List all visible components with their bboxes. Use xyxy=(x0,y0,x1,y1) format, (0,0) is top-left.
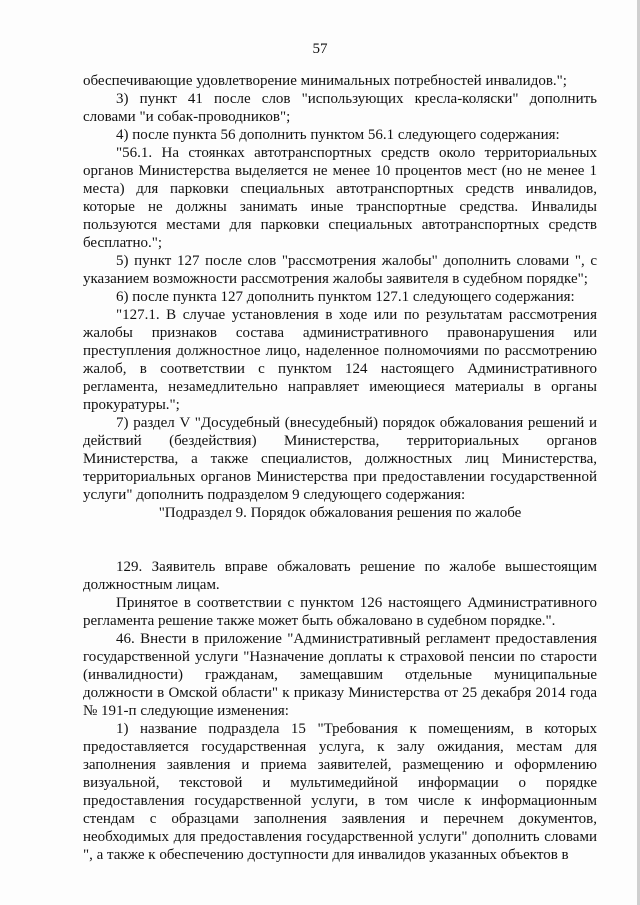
page-number: 57 xyxy=(312,41,328,57)
paragraph-item-7: 7) раздел V "Досудебный (внесудебный) порядок обжалования решений и действий (бездействия) Министерства, территориальных органов Министерства, а также специалистов, должностных лиц Министерства, территориальных органов Министерства при предоставлении государственной услуги" дополнить подразделом 9 следующего содержания: xyxy=(83,415,597,503)
subsection-heading: "Подраздел 9. Порядок обжалования решения по жалобе xyxy=(158,505,522,521)
paragraph-item-4: 4) после пункта 56 дополнить пунктом 56.1 следующего содержания: xyxy=(116,127,560,143)
blank-gap xyxy=(83,522,597,540)
paragraph-56-1: "56.1. На стоянках автотранспортных средств около территориальных органов Министерства выделяется не менее 10 процентов мест (но не менее 1 места) для парковки специальных автотранспортных средств инвалидов, которые не должны занимать иные транспортные средства. Инвалиды пользуются местами для парковки специальных автотранспортных средств бесплатно."; xyxy=(83,145,597,251)
paragraph-item-6: 6) после пункта 127 дополнить пунктом 127.1 следующего содержания: xyxy=(116,289,575,305)
paragraph-item-3: 3) пункт 41 после слов "использующих кресла-коляски" дополнить словами "и собак-проводников"; xyxy=(83,91,597,125)
paragraph-item-5: 5) пункт 127 после слов "рассмотрения жалобы" дополнить словами ", с указанием возможности рассмотрения жалобы заявителя в судебном порядке"; xyxy=(83,253,597,287)
paragraph-129: 129. Заявитель вправе обжаловать решение по жалобе вышестоящим должностным лицам. xyxy=(83,559,597,593)
blank-gap xyxy=(83,540,597,558)
paragraph-127-1: "127.1. В случае установления в ходе или по результатам рассмотрения жалобы признаков состава административного правонарушения или преступления должностное лицо, наделенное полномочиями по рассмотрению жалоб, в соответствии с пунктом 124 настоящего Административного регламента, незамедлительно направляет имеющиеся материалы в органы прокуратуры."; xyxy=(83,307,597,413)
paragraph-46-item-1: 1) название подраздела 15 "Требования к помещениям, в которых предоставляется государственная услуга, к залу ожидания, местам для заполнения заявления и приема заявителей, размещению и оформлению визуальной, текстовой и мультимедийной информации о порядке предоставления государственной услуги, в том числе к информационным стендам с образцами заполнения заявления и перечнем документов, необходимых для предоставления государственной услуги" дополнить словами ", а также к обеспечению доступности для инвалидов указанных объектов в xyxy=(83,721,597,863)
document-body xyxy=(83,72,597,864)
paragraph-46: 46. Внести в приложение "Административный регламент предоставления государственной услуги "Назначение доплаты к страховой пенсии по старости (инвалидности) гражданам, замещавшим отдельные муниципальные должности в Омской области" к приказу Министерства от 25 декабря 2014 года № 191-п следующие изменения: xyxy=(83,631,597,719)
paragraph-continuation: обеспечивающие удовлетворение минимальных потребностей инвалидов."; xyxy=(83,73,567,89)
paragraph-decision: Принятое в соответствии с пунктом 126 настоящего Административного регламента решение также может быть обжаловано в судебном порядке.". xyxy=(83,595,597,629)
